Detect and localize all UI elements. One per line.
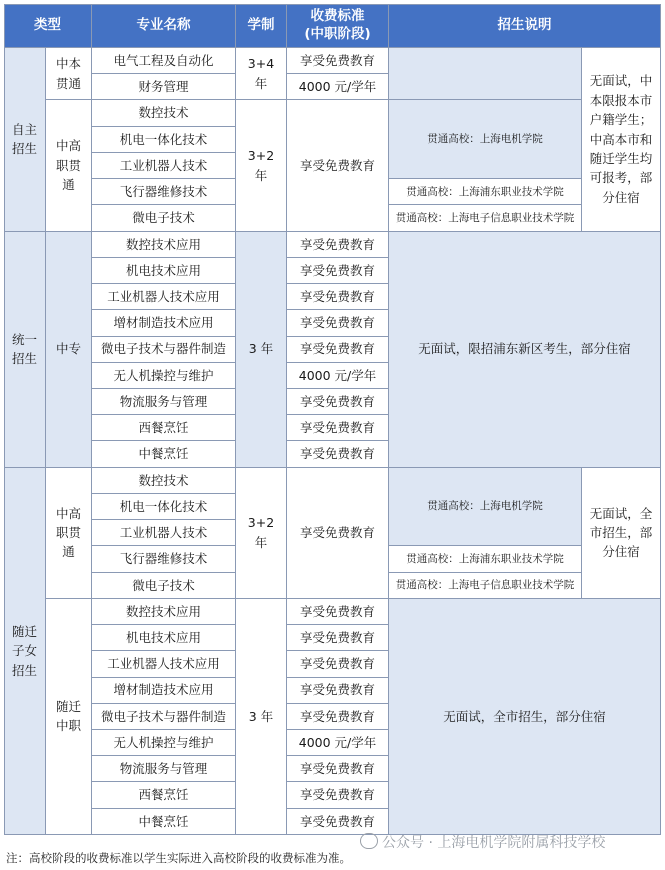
major-cell	[92, 415, 236, 441]
fee-cell-text: 享受免费教育	[299, 52, 375, 68]
header-major	[92, 4, 236, 48]
fee-cell-text: 享受免费教育	[299, 813, 375, 829]
footnote: 注：高校阶段的收费标准以学生实际进入高校阶段的收费标准为准。	[6, 851, 351, 865]
header-type-text: 类型	[34, 16, 61, 33]
fee-cell	[287, 258, 389, 284]
major-cell	[92, 363, 236, 389]
major-cell-text: 机电一体化技术	[119, 498, 208, 514]
admission-note-text: 无面试，全 市招生，部 分住宿	[589, 505, 653, 560]
major-cell-text: 增材制造技术应用	[113, 315, 214, 331]
fee-cell	[287, 782, 389, 808]
duration-cell	[236, 232, 287, 468]
major-cell-text: 数控技术应用	[125, 236, 201, 252]
fee-cell-text: 4000 元/学年	[298, 734, 377, 750]
fee-cell-text: 享受免费教育	[299, 262, 375, 278]
header-major-text: 专业名称	[136, 16, 191, 33]
admission-note	[582, 48, 661, 232]
major-cell	[92, 127, 236, 153]
major-cell-text: 数控技术	[138, 472, 189, 488]
major-cell	[92, 678, 236, 704]
fee-cell-text: 享受免费教育	[299, 787, 375, 803]
major-cell-text: 飞行器维修技术	[119, 551, 208, 567]
major-cell	[92, 730, 236, 756]
fee-cell	[287, 756, 389, 782]
major-cell-text: 无人机操控与维护	[113, 734, 214, 750]
major-cell	[92, 756, 236, 782]
admission-note-text: 无面试，限招浦东新区考生，部分住宿	[418, 341, 631, 357]
fee-cell-text: 享受免费教育	[299, 682, 375, 698]
major-cell	[92, 100, 236, 126]
subtype-vocational-bridge-text: 中高 职贯 通	[55, 138, 81, 193]
major-cell	[92, 468, 236, 494]
admission-note	[582, 468, 661, 599]
watermark-text: 公众号 · 上海电机学院附属科技学校	[382, 835, 606, 851]
fee-cell	[287, 704, 389, 730]
major-cell	[92, 573, 236, 599]
fee-cell-text: 享受免费教育	[299, 603, 375, 619]
major-cell	[92, 599, 236, 625]
subtype-undergrad-bridge	[46, 48, 92, 100]
fee-cell-text: 享受免费教育	[299, 525, 375, 541]
partner-cell-text: 贯通高校：上海电子信息职业技术学院	[395, 579, 575, 592]
major-cell-text: 飞行器维修技术	[119, 184, 208, 200]
major-cell	[92, 389, 236, 415]
major-cell-text: 微电子技术与器件制造	[100, 708, 226, 724]
fee-cell	[287, 74, 389, 100]
fee-cell-text: 4000 元/学年	[298, 79, 377, 95]
major-cell	[92, 704, 236, 730]
major-cell-text: 无人机操控与维护	[113, 367, 214, 383]
header-type	[4, 4, 92, 48]
major-cell	[92, 809, 236, 835]
major-cell	[92, 232, 236, 258]
partner-cell	[389, 468, 582, 547]
major-cell	[92, 546, 236, 572]
admission-note	[389, 599, 661, 835]
major-cell-text: 机电一体化技术	[119, 131, 208, 147]
section-type-migrant	[4, 468, 46, 835]
fee-cell-text: 享受免费教育	[299, 761, 375, 777]
major-cell-text: 工业机器人技术应用	[107, 656, 220, 672]
fee-cell	[287, 625, 389, 651]
major-cell-text: 电气工程及自动化	[113, 52, 214, 68]
major-cell-text: 数控技术应用	[125, 603, 201, 619]
major-cell-text: 财务管理	[138, 79, 189, 95]
section-type-independent	[4, 48, 46, 232]
subtype-migrant-secondary-text: 随迁 中职	[55, 699, 81, 734]
fee-cell-text: 享受免费教育	[299, 420, 375, 436]
duration-cell-text: 3+4 年	[247, 56, 275, 91]
duration-cell-text: 3+2 年	[247, 515, 275, 550]
fee-cell	[287, 232, 389, 258]
subtype-undergrad-bridge-text: 中本 贯通	[55, 56, 81, 91]
partner-cell	[389, 100, 582, 179]
major-cell-text: 物流服务与管理	[119, 761, 208, 777]
section-type-unified	[4, 232, 46, 468]
admission-note	[389, 232, 661, 468]
duration-cell	[236, 100, 287, 231]
partner-cell	[389, 179, 582, 205]
major-cell-text: 西餐烹饪	[138, 787, 189, 803]
subtype-vocational-bridge	[46, 100, 92, 231]
fee-cell-text: 享受免费教育	[299, 288, 375, 304]
partner-cell	[389, 546, 582, 572]
duration-cell-text: 3 年	[248, 708, 274, 724]
fee-cell	[287, 441, 389, 467]
fee-cell	[287, 730, 389, 756]
major-cell-text: 工业机器人技术应用	[107, 288, 220, 304]
major-cell	[92, 284, 236, 310]
section-type-unified-text: 统一 招生	[11, 331, 37, 367]
fee-cell	[287, 415, 389, 441]
fee-cell-text: 享受免费教育	[299, 236, 375, 252]
partner-cell-text: 贯通高校：上海电机学院	[427, 500, 543, 513]
major-cell	[92, 74, 236, 100]
fee-cell-text: 享受免费教育	[299, 708, 375, 724]
fee-cell-text: 享受免费教育	[299, 315, 375, 331]
partner-cell-text: 贯通高校：上海浦东职业技术学院	[406, 185, 564, 198]
fee-cell	[287, 389, 389, 415]
major-cell	[92, 179, 236, 205]
partner-cell-text: 贯通高校：上海浦东职业技术学院	[406, 552, 564, 565]
major-cell-text: 微电子技术	[132, 577, 195, 593]
major-cell-text: 数控技术	[138, 105, 189, 121]
major-cell-text: 西餐烹饪	[138, 420, 189, 436]
major-cell-text: 中餐烹饪	[138, 813, 189, 829]
fee-cell-text: 享受免费教育	[299, 393, 375, 409]
fee-cell	[287, 468, 389, 599]
major-cell-text: 机电技术应用	[125, 262, 201, 278]
fee-cell	[287, 48, 389, 74]
major-cell	[92, 48, 236, 74]
major-cell-text: 工业机器人技术	[119, 525, 208, 541]
major-cell	[92, 153, 236, 179]
major-cell	[92, 258, 236, 284]
subtype-vocational-bridge-text: 中高 职贯 通	[55, 505, 81, 560]
major-cell	[92, 205, 236, 231]
fee-cell	[287, 678, 389, 704]
major-cell	[92, 337, 236, 363]
fee-cell-text: 享受免费教育	[299, 341, 375, 357]
fee-cell-text: 享受免费教育	[299, 656, 375, 672]
major-cell-text: 微电子技术	[132, 210, 195, 226]
subtype-secondary	[46, 232, 92, 468]
major-cell	[92, 310, 236, 336]
section-type-independent-text: 自主 招生	[11, 121, 37, 157]
major-cell-text: 中餐烹饪	[138, 446, 189, 462]
fee-cell	[287, 599, 389, 625]
header-duration-text: 学制	[247, 16, 275, 33]
header-fee-text: 收费标准 (中职阶段)	[304, 7, 371, 42]
partner-cell-text: 贯通高校：上海电机学院	[427, 133, 543, 146]
partner-blank	[389, 48, 582, 100]
subtype-migrant-secondary	[46, 599, 92, 835]
duration-cell	[236, 468, 287, 599]
partner-cell-text: 贯通高校：上海电子信息职业技术学院	[395, 211, 575, 224]
fee-cell-text: 4000 元/学年	[298, 367, 377, 383]
fee-cell-text: 享受免费教育	[299, 446, 375, 462]
partner-cell	[389, 573, 582, 599]
duration-cell-text: 3 年	[248, 341, 274, 357]
major-cell	[92, 651, 236, 677]
partner-cell	[389, 205, 582, 231]
major-cell	[92, 441, 236, 467]
admission-note-text: 无面试，全市招生，部分住宿	[443, 708, 606, 724]
header-notes	[389, 4, 661, 48]
fee-cell	[287, 100, 389, 231]
major-cell	[92, 494, 236, 520]
fee-cell-text: 享受免费教育	[299, 157, 375, 173]
duration-cell	[236, 599, 287, 835]
major-cell-text: 机电技术应用	[125, 629, 201, 645]
major-cell-text: 微电子技术与器件制造	[100, 341, 226, 357]
wechat-icon	[360, 833, 378, 849]
header-notes-text: 招生说明	[497, 16, 552, 33]
major-cell	[92, 625, 236, 651]
major-cell	[92, 782, 236, 808]
fee-cell	[287, 310, 389, 336]
fee-cell	[287, 337, 389, 363]
section-type-migrant-text: 随迁 子女 招生	[11, 623, 37, 678]
fee-cell	[287, 363, 389, 389]
major-cell	[92, 520, 236, 546]
fee-cell	[287, 651, 389, 677]
fee-cell	[287, 284, 389, 310]
watermark	[360, 832, 605, 852]
subtype-secondary-text: 中专	[55, 341, 81, 357]
header-duration	[236, 4, 287, 48]
admission-note-text: 无面试，中 本限报本市 户籍学生； 中高本市和 随迁学生均 可报考，部 分住宿	[589, 73, 653, 205]
major-cell-text: 工业机器人技术	[119, 157, 208, 173]
fee-cell-text: 享受免费教育	[299, 629, 375, 645]
header-fee	[287, 4, 389, 48]
duration-cell	[236, 48, 287, 100]
major-cell-text: 物流服务与管理	[119, 393, 208, 409]
duration-cell-text: 3+2 年	[247, 148, 275, 183]
major-cell-text: 增材制造技术应用	[113, 682, 214, 698]
subtype-vocational-bridge	[46, 468, 92, 599]
